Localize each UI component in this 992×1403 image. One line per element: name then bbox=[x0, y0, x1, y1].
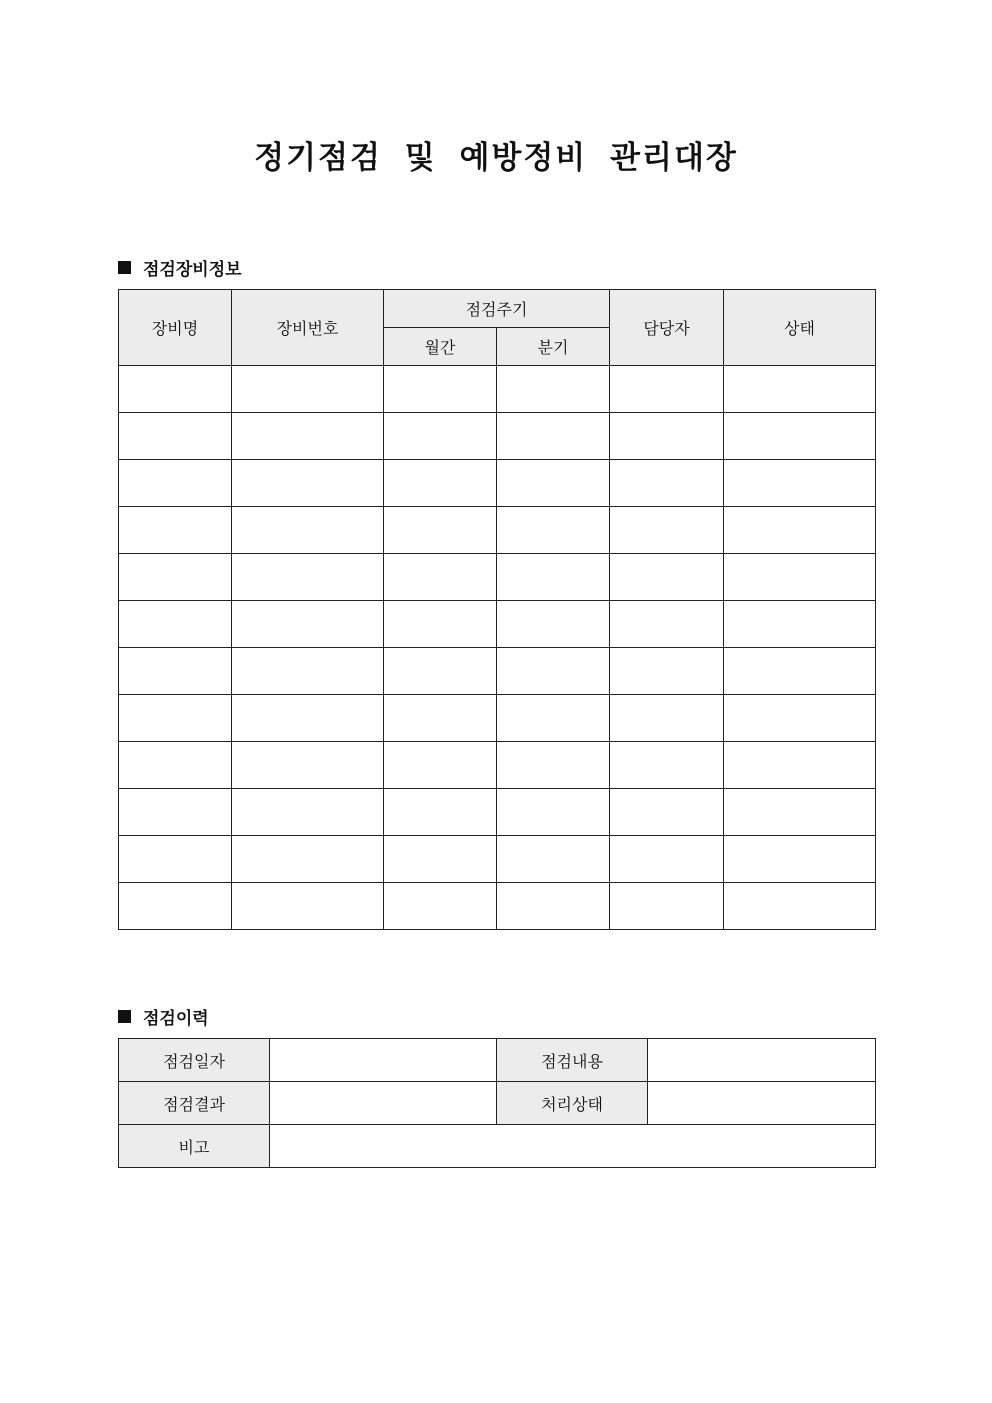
quarterly-cell[interactable] bbox=[497, 883, 610, 930]
equipment-name-cell[interactable] bbox=[119, 366, 232, 413]
remarks-field[interactable] bbox=[270, 1125, 876, 1168]
manager-cell[interactable] bbox=[610, 601, 724, 648]
equipment-name-cell[interactable] bbox=[119, 695, 232, 742]
equipment-number-cell[interactable] bbox=[232, 836, 384, 883]
monthly-cell[interactable] bbox=[384, 836, 497, 883]
processing-status-field[interactable] bbox=[648, 1082, 876, 1125]
status-cell[interactable] bbox=[724, 883, 876, 930]
equipment-name-cell[interactable] bbox=[119, 554, 232, 601]
equipment-name-cell[interactable] bbox=[119, 413, 232, 460]
status-cell[interactable] bbox=[724, 460, 876, 507]
equipment-number-cell[interactable] bbox=[232, 789, 384, 836]
page-title: 정기점검 및 예방정비 관리대장 bbox=[254, 140, 738, 176]
status-cell[interactable] bbox=[724, 413, 876, 460]
table-row bbox=[119, 601, 876, 648]
inspection-result-field[interactable] bbox=[270, 1082, 497, 1125]
section-history-label: 점검이력 bbox=[143, 1009, 209, 1029]
table-row bbox=[119, 554, 876, 601]
table-row bbox=[119, 742, 876, 789]
section-equipment-info bbox=[118, 255, 242, 280]
monthly-cell[interactable] bbox=[384, 789, 497, 836]
header-equipment-name: 장비명 bbox=[119, 290, 232, 366]
equipment-number-cell[interactable] bbox=[232, 554, 384, 601]
monthly-cell[interactable] bbox=[384, 460, 497, 507]
inspection-result-label: 점검결과 bbox=[119, 1082, 270, 1125]
equipment-number-cell[interactable] bbox=[232, 366, 384, 413]
equipment-number-cell[interactable] bbox=[232, 413, 384, 460]
header-status: 상태 bbox=[724, 290, 876, 366]
manager-cell[interactable] bbox=[610, 789, 724, 836]
status-cell[interactable] bbox=[724, 742, 876, 789]
monthly-cell[interactable] bbox=[384, 366, 497, 413]
monthly-cell[interactable] bbox=[384, 413, 497, 460]
quarterly-cell[interactable] bbox=[497, 695, 610, 742]
equipment-number-cell[interactable] bbox=[232, 883, 384, 930]
manager-cell[interactable] bbox=[610, 695, 724, 742]
monthly-cell[interactable] bbox=[384, 507, 497, 554]
inspection-date-label: 점검일자 bbox=[119, 1039, 270, 1082]
table-row bbox=[119, 883, 876, 930]
header-quarterly: 분기 bbox=[497, 328, 610, 366]
monthly-cell[interactable] bbox=[384, 695, 497, 742]
equipment-number-cell[interactable] bbox=[232, 460, 384, 507]
status-cell[interactable] bbox=[724, 648, 876, 695]
equipment-number-cell[interactable] bbox=[232, 648, 384, 695]
equipment-name-cell[interactable] bbox=[119, 742, 232, 789]
status-cell[interactable] bbox=[724, 695, 876, 742]
monthly-cell[interactable] bbox=[384, 742, 497, 789]
manager-cell[interactable] bbox=[610, 742, 724, 789]
quarterly-cell[interactable] bbox=[497, 789, 610, 836]
table-row bbox=[119, 836, 876, 883]
status-cell[interactable] bbox=[724, 836, 876, 883]
manager-cell[interactable] bbox=[610, 413, 724, 460]
equipment-info-table bbox=[118, 289, 876, 930]
manager-cell[interactable] bbox=[610, 836, 724, 883]
processing-status-label: 처리상태 bbox=[497, 1082, 648, 1125]
equipment-name-cell[interactable] bbox=[119, 836, 232, 883]
quarterly-cell[interactable] bbox=[497, 413, 610, 460]
status-cell[interactable] bbox=[724, 554, 876, 601]
status-cell[interactable] bbox=[724, 507, 876, 554]
table-row bbox=[119, 413, 876, 460]
equipment-name-cell[interactable] bbox=[119, 648, 232, 695]
inspection-date-field[interactable] bbox=[270, 1039, 497, 1082]
manager-cell[interactable] bbox=[610, 648, 724, 695]
equipment-number-cell[interactable] bbox=[232, 507, 384, 554]
monthly-cell[interactable] bbox=[384, 883, 497, 930]
status-cell[interactable] bbox=[724, 601, 876, 648]
equipment-name-cell[interactable] bbox=[119, 883, 232, 930]
status-cell[interactable] bbox=[724, 789, 876, 836]
equipment-name-cell[interactable] bbox=[119, 460, 232, 507]
quarterly-cell[interactable] bbox=[497, 507, 610, 554]
table-row bbox=[119, 695, 876, 742]
header-monthly: 월간 bbox=[384, 328, 497, 366]
section-equipment-info-label: 점검장비정보 bbox=[143, 260, 242, 280]
monthly-cell[interactable] bbox=[384, 601, 497, 648]
status-cell[interactable] bbox=[724, 366, 876, 413]
quarterly-cell[interactable] bbox=[497, 366, 610, 413]
table-row bbox=[119, 789, 876, 836]
square-bullet-icon bbox=[118, 261, 131, 274]
equipment-name-cell[interactable] bbox=[119, 507, 232, 554]
quarterly-cell[interactable] bbox=[497, 601, 610, 648]
table-row bbox=[119, 366, 876, 413]
section-history bbox=[118, 1004, 209, 1029]
equipment-number-cell[interactable] bbox=[232, 742, 384, 789]
manager-cell[interactable] bbox=[610, 366, 724, 413]
header-inspection-cycle: 점검주기 bbox=[384, 290, 610, 328]
manager-cell[interactable] bbox=[610, 883, 724, 930]
equipment-number-cell[interactable] bbox=[232, 695, 384, 742]
square-bullet-icon bbox=[118, 1010, 131, 1023]
inspection-content-field[interactable] bbox=[648, 1039, 876, 1082]
inspection-history-table bbox=[118, 1038, 876, 1168]
equipment-name-cell[interactable] bbox=[119, 601, 232, 648]
inspection-content-label: 점검내용 bbox=[497, 1039, 648, 1082]
header-manager: 담당자 bbox=[610, 290, 724, 366]
monthly-cell[interactable] bbox=[384, 648, 497, 695]
quarterly-cell[interactable] bbox=[497, 460, 610, 507]
remarks-label: 비고 bbox=[119, 1125, 270, 1168]
equipment-name-cell[interactable] bbox=[119, 789, 232, 836]
manager-cell[interactable] bbox=[610, 460, 724, 507]
table-row bbox=[119, 507, 876, 554]
quarterly-cell[interactable] bbox=[497, 554, 610, 601]
manager-cell[interactable] bbox=[610, 554, 724, 601]
quarterly-cell[interactable] bbox=[497, 742, 610, 789]
equipment-number-cell[interactable] bbox=[232, 601, 384, 648]
monthly-cell[interactable] bbox=[384, 554, 497, 601]
table-row bbox=[119, 648, 876, 695]
quarterly-cell[interactable] bbox=[497, 836, 610, 883]
header-equipment-number: 장비번호 bbox=[232, 290, 384, 366]
quarterly-cell[interactable] bbox=[497, 648, 610, 695]
manager-cell[interactable] bbox=[610, 507, 724, 554]
table-row bbox=[119, 460, 876, 507]
